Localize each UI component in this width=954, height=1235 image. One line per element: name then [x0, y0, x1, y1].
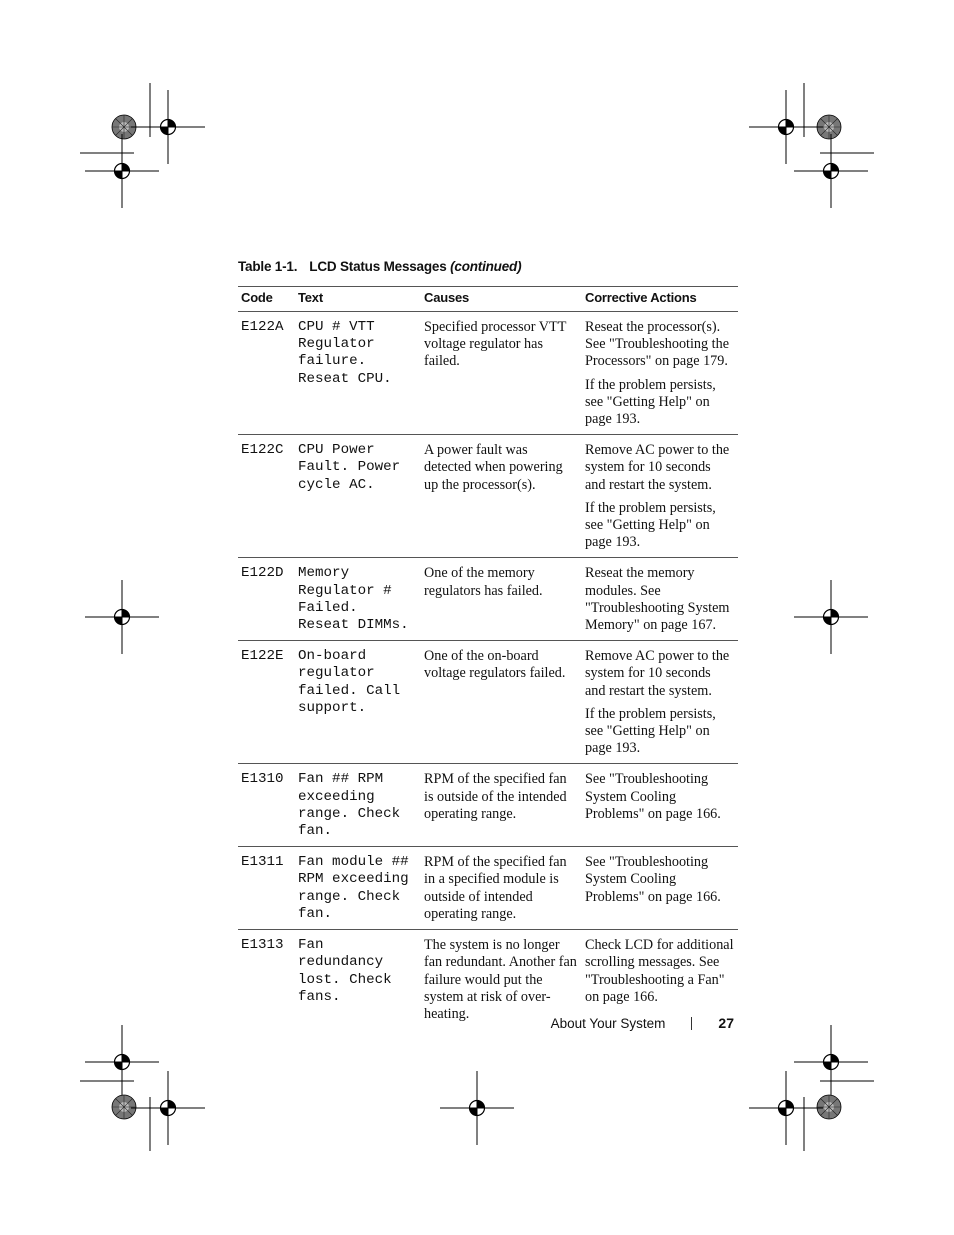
page-number: 27 [718, 1015, 734, 1031]
row-text: Fan redundancy lost. Check fans. [298, 937, 392, 1005]
page-footer [551, 1015, 734, 1031]
table-row [238, 558, 738, 641]
table-row [238, 435, 738, 558]
header-causes: Causes [421, 287, 582, 312]
row-code: E1310 [238, 764, 295, 847]
footer-section-title: About Your System [550, 1015, 666, 1031]
row-code: E1313 [241, 937, 284, 954]
action-paragraph: If the problem persists, see "Getting Help" on page 193. [585, 499, 716, 551]
row-actions [582, 435, 738, 558]
action-paragraph: If the problem persists, see "Getting Help" on page 193. [585, 376, 716, 428]
action-paragraph: Reseat the processor(s). See "Troubleshooting the Processors" on page 179. [585, 319, 729, 370]
row-text: CPU # VTT Regulator failure. Reseat CPU. [295, 312, 421, 435]
row-causes: RPM of the specified fan is outside of the intended operating range. [421, 764, 582, 847]
row-code: E1311 [238, 847, 295, 930]
row-causes: RPM of the specified fan in a specified module is outside of intended operating range. [421, 847, 582, 930]
header-code: Code [238, 287, 295, 312]
row-actions [582, 641, 738, 764]
action-paragraph: See "Troubleshooting System Cooling Problems" on page 166. [585, 771, 721, 822]
header-corrective-actions: Corrective Actions [582, 287, 738, 312]
row-code: E122E [238, 641, 295, 764]
table-row [238, 847, 738, 930]
row-text: Fan module ## RPM exceeding range. Check fan. [295, 847, 421, 930]
continued-label: (continued) [450, 259, 522, 274]
lcd-status-table [238, 286, 738, 1029]
row-actions [582, 847, 738, 930]
table-row [238, 312, 738, 435]
row-causes: The system is no longer fan redundant. Another fan failure would put the system at risk of over-heating. [424, 937, 577, 1022]
table-title: LCD Status Messages [309, 259, 447, 274]
table-row [238, 764, 738, 847]
action-paragraph: See "Troubleshooting System Cooling Problems" on page 166. [585, 854, 721, 905]
row-text: CPU Power Fault. Power cycle AC. [295, 435, 421, 558]
row-causes: A power fault was detected when powering up the processor(s). [421, 435, 582, 558]
row-code: E122C [238, 435, 295, 558]
row-causes: Specified processor VTT voltage regulator has failed. [421, 312, 582, 435]
row-actions [582, 312, 738, 435]
action-paragraph: Check LCD for additional scrolling messages. See "Troubleshooting a Fan" on page 166. [585, 937, 734, 1005]
footer-divider [691, 1017, 692, 1030]
row-text: On-board regulator failed. Call support. [295, 641, 421, 764]
row-text: Fan ## RPM exceeding range. Check fan. [295, 764, 421, 847]
row-actions [582, 558, 738, 641]
header-text: Text [295, 287, 421, 312]
action-paragraph: Remove AC power to the system for 10 seconds and restart the system. [585, 442, 730, 493]
row-causes: One of the memory regulators has failed. [421, 558, 582, 641]
row-actions [582, 764, 738, 847]
row-code: E122A [238, 312, 295, 435]
table-row [238, 641, 738, 764]
table-caption [238, 259, 521, 274]
row-causes: One of the on-board voltage regulators failed. [421, 641, 582, 764]
action-paragraph: If the problem persists, see "Getting Help" on page 193. [585, 705, 716, 757]
action-paragraph: Reseat the memory modules. See "Troubleshooting System Memory" on page 167. [585, 565, 730, 634]
table-header-row [238, 287, 738, 312]
row-text: Memory Regulator # Failed. Reseat DIMMs. [295, 558, 421, 641]
table-number: Table 1-1. [238, 259, 298, 274]
action-paragraph: Remove AC power to the system for 10 seconds and restart the system. [585, 648, 730, 699]
row-code: E122D [238, 558, 295, 641]
